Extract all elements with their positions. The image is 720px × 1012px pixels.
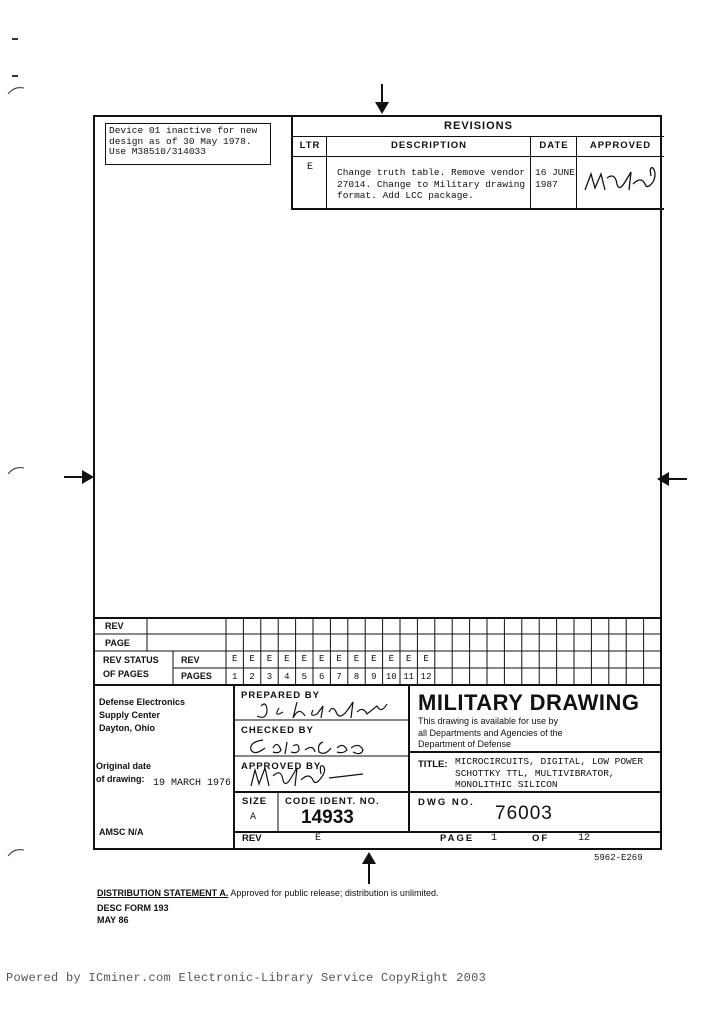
note-line-1: Device 01 inactive for new — [109, 125, 258, 136]
page-number-cell: 7 — [336, 672, 342, 682]
rev-sub-label: REV — [181, 655, 200, 665]
desc-form-line-2: MAY 86 — [97, 915, 129, 925]
note-line-2: design as of 30 May 1978. — [109, 135, 252, 147]
inactive-note — [105, 123, 271, 165]
page-number-cell: 1 — [231, 672, 238, 682]
page-number-cell: 8 — [353, 672, 360, 682]
code-ident-label: CODE IDENT. NO. — [285, 796, 380, 807]
agency-line-2: Supply Center — [99, 710, 161, 720]
header-description: DESCRIPTION — [327, 136, 531, 157]
revision-status-grid — [93, 617, 662, 686]
page-number-cell: 9 — [371, 672, 377, 682]
arrow-up-icon-bottom — [359, 850, 379, 884]
approved-by-signature — [243, 762, 393, 792]
drawing-title-line-1: MICROCIRCUITS, DIGITAL, LOW POWER — [455, 756, 644, 767]
arrow-down-icon-top — [372, 84, 392, 116]
title-block — [93, 686, 662, 850]
margin-curve-top — [6, 84, 26, 96]
revision-letter: E — [306, 162, 313, 173]
availability-line-1: This drawing is available for use by — [418, 716, 559, 726]
rev-status-cell: E — [336, 654, 342, 664]
revision-desc-line-3: format. Add LCC package. — [337, 190, 474, 201]
rev-status-cell: E — [249, 654, 255, 664]
revision-date — [535, 167, 575, 190]
size-label: SIZE — [242, 796, 268, 807]
code-ident-value: 14933 — [301, 807, 354, 828]
rev-status-cell: E — [388, 654, 394, 664]
dwg-no-value: 76003 — [495, 803, 553, 824]
rev-status-label-2: OF PAGES — [103, 669, 149, 679]
rev-status-cell: E — [353, 654, 360, 664]
amsc-label: AMSC N/A — [99, 827, 144, 837]
margin-mark-top2 — [12, 75, 18, 77]
availability-line-3: Department of Defense — [418, 739, 512, 749]
rev-status-cell: E — [301, 654, 307, 664]
rev-status-label-1: REV STATUS — [103, 655, 159, 665]
grid-rev-label: REV — [105, 621, 124, 631]
title-label: TITLE: — [418, 759, 448, 770]
checked-by-label: CHECKED BY — [241, 725, 314, 736]
rev-status-cell: E — [266, 654, 273, 664]
revisions-title: REVISIONS — [293, 116, 664, 137]
page-number-cell: 2 — [249, 672, 255, 682]
checked-signature — [243, 734, 383, 756]
original-date-label-2: of drawing: — [96, 774, 145, 784]
note-line-3: Use M38510/314033 — [109, 146, 206, 157]
margin-curve-bottom — [6, 846, 26, 858]
form-reference: 5962-E269 — [594, 853, 643, 863]
margin-mark-top — [12, 38, 18, 40]
rev-status-cell: E — [405, 654, 412, 664]
prepared-signature — [253, 696, 403, 722]
arrow-right-icon-left — [64, 468, 96, 486]
drawing-title-line-2: SCHOTTKY TTL, MULTIVIBRATOR, — [455, 767, 615, 779]
original-date-label — [96, 760, 151, 786]
rev-status-cell: E — [318, 654, 325, 664]
revision-desc-line-1: Change truth table. Remove vendor — [337, 167, 526, 178]
size-value: A — [250, 812, 257, 823]
drawing-title — [455, 756, 643, 791]
original-date-value: 19 MARCH 1976 — [153, 778, 232, 789]
page-value: 1 — [491, 833, 498, 844]
rev-status-cell: E — [423, 654, 429, 664]
original-date-label-1: Original date — [96, 761, 152, 771]
approved-by-label: APPROVED BY — [241, 761, 322, 772]
page-number-cell: 11 — [403, 672, 415, 682]
page-number-cell: 5 — [301, 672, 307, 682]
approval-signature — [581, 164, 661, 198]
agency-address — [99, 696, 185, 735]
rev-status-cell: E — [284, 654, 290, 664]
desc-form — [97, 902, 169, 926]
revisions-table — [291, 116, 664, 210]
distribution-statement — [97, 888, 438, 898]
powered-by-watermark: Powered by ICminer.com Electronic-Library Service CopyRight 2003 — [6, 971, 487, 985]
page-number-cell: 10 — [385, 672, 397, 682]
availability-statement — [418, 716, 563, 751]
distribution-label: DISTRIBUTION STATEMENT A. — [97, 888, 229, 898]
revision-date-line-2: 1987 — [535, 178, 558, 190]
grid-page-label: PAGE — [105, 638, 130, 648]
desc-form-line-1: DESC FORM 193 — [97, 903, 169, 913]
revision-desc-line-2: 27014. Change to Military drawing — [337, 178, 526, 190]
of-value: 12 — [578, 833, 591, 844]
revision-date-line-1: 16 JUNE — [535, 167, 575, 178]
page-number-cell: 3 — [266, 672, 273, 682]
page-number-cell: 6 — [318, 672, 325, 682]
page-number-cell: 4 — [284, 672, 290, 682]
agency-line-3: Dayton, Ohio — [99, 723, 155, 733]
dwg-no-label: DWG NO. — [418, 797, 475, 808]
rev-label: REV — [242, 833, 262, 844]
header-date: DATE — [531, 136, 577, 157]
pages-sub-label: PAGES — [181, 671, 212, 681]
military-drawing-heading: MILITARY DRAWING — [418, 690, 640, 715]
header-ltr: LTR — [293, 136, 327, 157]
page-number-cell: 12 — [420, 672, 432, 682]
rev-status-cell: E — [371, 654, 377, 664]
prepared-by-label: PREPARED BY — [241, 690, 320, 701]
rev-value: E — [315, 833, 322, 844]
agency-line-1: Defense Electronics — [99, 697, 186, 707]
header-approved: APPROVED — [577, 136, 664, 157]
margin-curve-mid — [6, 464, 26, 476]
page-label: PAGE — [440, 833, 475, 844]
drawing-title-line-3: MONOLITHIC SILICON — [455, 779, 558, 790]
availability-line-2: all Departments and Agencies of the — [418, 727, 563, 738]
revision-description — [337, 167, 525, 202]
distribution-text: Approved for public release; distribution is unlimited. — [230, 888, 439, 898]
of-label: OF — [532, 833, 550, 844]
rev-status-cell: E — [231, 654, 238, 664]
